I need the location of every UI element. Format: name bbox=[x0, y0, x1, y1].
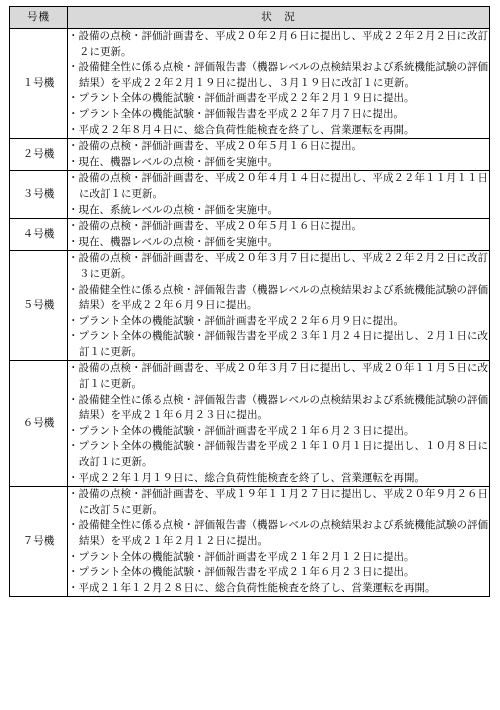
table-row bbox=[10, 361, 490, 487]
status-item: ・平成２２年８月４日に、総合負荷性能検査を終了し、営業運転を再開。 bbox=[68, 123, 415, 136]
header-unit: 号機 bbox=[10, 7, 68, 29]
status-item: ・設備健全性に係る点検・評価報告書（機器レベルの点検結果および系統機能試験の評価結果）を平成２１年２月１２日に提出。 bbox=[68, 519, 488, 547]
table-body bbox=[10, 29, 490, 597]
status-cell bbox=[68, 171, 490, 219]
status-item: ・設備の点検・評価計画書を、平成２０年３月７日に提出し、平成２０年１１月５日に改訂１に更新。 bbox=[68, 362, 488, 391]
status-item: ・設備健全性に係る点検・評価報告書（機器レベルの点検結果および系統機能試験の評価結果）を平成２２年２月１９日に提出し、３月１９日に改訂１に更新。 bbox=[68, 61, 488, 89]
status-item: ・現在、機器レベルの点検・評価を実施中。 bbox=[68, 235, 278, 248]
status-cell bbox=[68, 251, 490, 361]
status-item: ・プラント全体の機能試験・評価報告書を平成２２年７月７日に提出。 bbox=[68, 107, 404, 120]
table-row bbox=[10, 219, 490, 251]
status-item: ・設備の点検・評価計画書を、平成２０年４月１４日に提出し、平成２２年１１月１１日に改訂１に更新。 bbox=[68, 172, 488, 200]
status-cell bbox=[68, 361, 490, 487]
header-status: 状 況 bbox=[68, 7, 490, 29]
table-row bbox=[10, 139, 490, 171]
unit-label: ５号機 bbox=[10, 251, 68, 361]
unit-label: ６号機 bbox=[10, 361, 68, 487]
unit-status-table bbox=[9, 6, 490, 597]
status-item: ・プラント全体の機能試験・評価計画書を平成２２年２月１９日に提出。 bbox=[68, 92, 415, 105]
status-item: ・プラント全体の機能試験・評価計画書を平成２２年６月９日に提出。 bbox=[68, 314, 404, 327]
table-row bbox=[10, 29, 490, 139]
status-item: ・設備の点検・評価計画書を、平成２０年３月７日に提出し、平成２２年２月２日に改訂３に更新。 bbox=[68, 252, 488, 280]
status-item: ・プラント全体の機能試験・評価報告書を平成２３年１月２４日に提出し、２月１日に改訂１に更新。 bbox=[68, 330, 488, 358]
status-item: ・設備の点検・評価計画書を、平成２０年２月６日に提出し、平成２２年２月２日に改訂２に更新。 bbox=[68, 30, 488, 58]
status-cell bbox=[68, 139, 490, 171]
status-item: ・設備健全性に係る点検・評価報告書（機器レベルの点検結果および系統機能試験の評価結果）を平成２１年６月２３日に提出。 bbox=[68, 393, 488, 422]
table-row bbox=[10, 487, 490, 597]
status-item: ・設備健全性に係る点検・評価報告書（機器レベルの点検結果および系統機能試験の評価結果）を平成２２年６月９日に提出。 bbox=[68, 283, 488, 312]
unit-label: ４号機 bbox=[10, 219, 68, 251]
status-item: ・プラント全体の機能試験・評価計画書を平成２１年２月１２日に提出。 bbox=[68, 550, 415, 563]
status-cell bbox=[68, 219, 490, 251]
unit-label: １号機 bbox=[10, 29, 68, 139]
status-item: ・プラント全体の機能試験・評価報告書を平成２１年６月２３日に提出。 bbox=[68, 566, 415, 579]
status-item: ・設備の点検・評価計画書を、平成２０年５月１６日に提出。 bbox=[68, 140, 362, 153]
status-item: ・現在、機器レベルの点検・評価を実施中。 bbox=[68, 155, 278, 168]
status-cell bbox=[68, 29, 490, 139]
header-row bbox=[10, 7, 490, 29]
status-item: ・プラント全体の機能試験・評価報告書を平成２１年１０月１日に提出し、１０月８日に改訂１に更新。 bbox=[68, 440, 488, 469]
status-table-container bbox=[9, 6, 489, 597]
status-item: ・プラント全体の機能試験・評価計画書を平成２１年６月２３日に提出。 bbox=[68, 424, 415, 437]
status-cell bbox=[68, 487, 490, 597]
unit-label: ７号機 bbox=[10, 487, 68, 597]
unit-label: ２号機 bbox=[10, 139, 68, 171]
unit-label: ３号機 bbox=[10, 171, 68, 219]
status-item: ・設備の点検・評価計画書を、平成１９年１１月２７日に提出し、平成２０年９月２６日に改訂５に更新。 bbox=[68, 488, 488, 516]
table-row bbox=[10, 171, 490, 219]
table-row bbox=[10, 251, 490, 361]
status-item: ・平成２２年１月１９日に、総合負荷性能検査を終了し、営業運転を再開。 bbox=[68, 471, 425, 484]
status-item: ・平成２１年１２月２８日に、総合負荷性能検査を終了し、営業運転を再開。 bbox=[68, 581, 436, 594]
status-item: ・設備の点検・評価計画書を、平成２０年５月１６日に提出。 bbox=[68, 220, 362, 233]
status-item: ・現在、系統レベルの点検・評価を実施中。 bbox=[68, 203, 278, 216]
